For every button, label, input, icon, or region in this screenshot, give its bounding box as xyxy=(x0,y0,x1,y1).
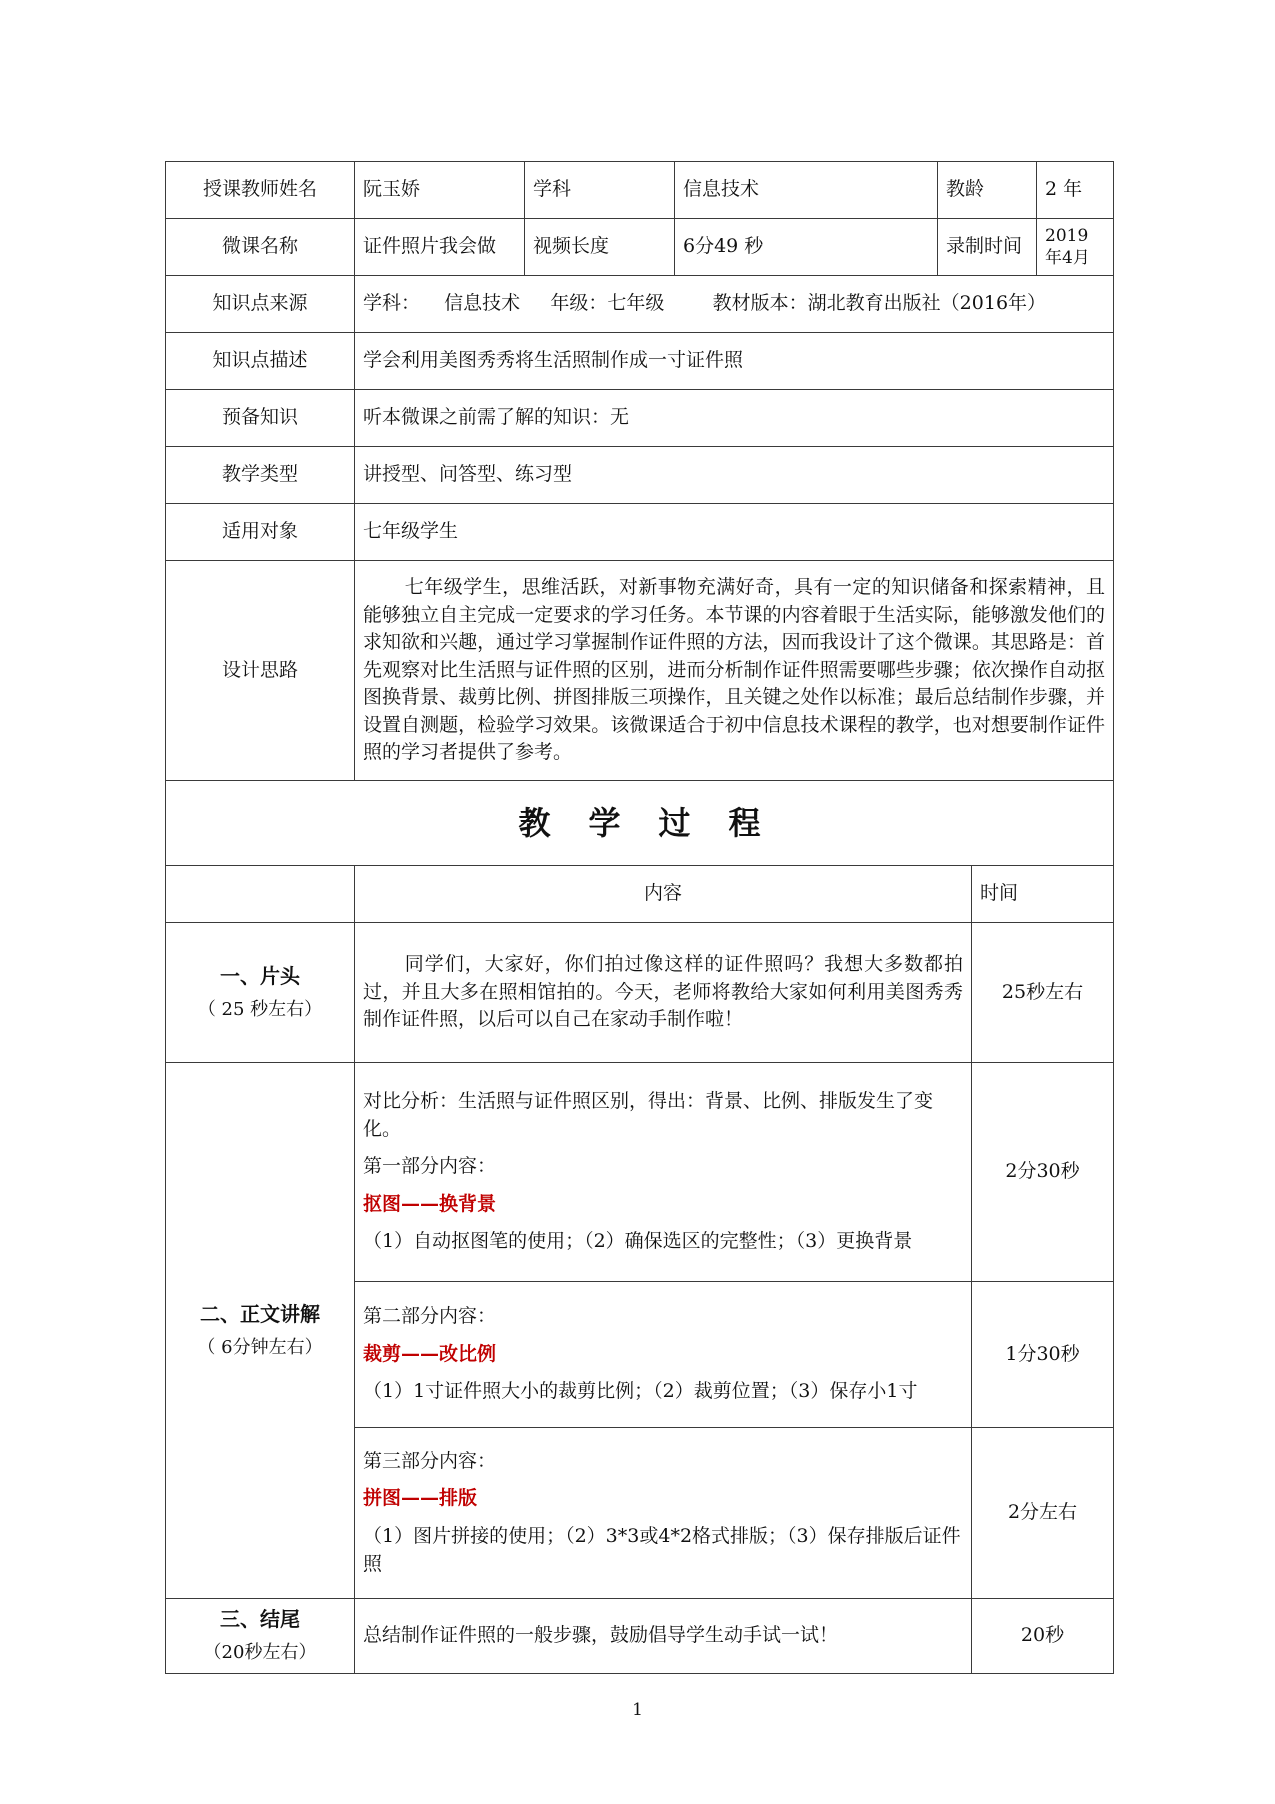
duration-value: 6分49 秒 xyxy=(674,218,938,276)
part-1-time: 2分30秒 xyxy=(971,1062,1114,1282)
target-label: 适用对象 xyxy=(165,503,355,561)
source-value: 学科： 信息技术 年级：七年级 教材版本：湖北教育出版社（2016年） xyxy=(354,275,1114,333)
seniority-label: 教龄 xyxy=(937,161,1037,219)
prereq-value: 听本微课之前需了解的知识：无 xyxy=(354,389,1114,447)
part-1-intro: 对比分析：生活照与证件照区别，得出：背景、比例、排版发生了变化。 xyxy=(363,1090,934,1140)
section-1-label xyxy=(165,922,355,1063)
header-blank xyxy=(165,865,355,923)
section-1-paragraph: 同学们，大家好，你们拍过像这样的证件照吗？我想大多数都拍过，并且大多在照相馆拍的。今天，老师将教给大家如何利用美图秀秀制作证件照，以后可以自己在家动手制作啦！ xyxy=(363,953,963,1031)
part-2-content xyxy=(354,1281,972,1428)
design-value xyxy=(354,560,1114,781)
section-2-sub: （ 6分钟左右） xyxy=(197,1336,323,1358)
teacher-value: 阮玉娇 xyxy=(354,161,525,219)
record-month: 年4月 xyxy=(1045,248,1090,268)
section-3-label xyxy=(165,1598,355,1674)
seniority-value: 2 年 xyxy=(1036,161,1114,219)
section-3-title: 三、结尾 xyxy=(220,1607,300,1632)
part-1-heading: 第一部分内容： xyxy=(363,1155,497,1178)
type-label: 教学类型 xyxy=(165,446,355,504)
section-1-content xyxy=(354,922,972,1063)
section-3-content: 总结制作证件照的一般步骤，鼓励倡导学生动手试一试！ xyxy=(354,1598,972,1674)
design-label: 设计思路 xyxy=(165,560,355,781)
part-3-heading: 第三部分内容： xyxy=(363,1449,497,1472)
section-3-time: 20秒 xyxy=(971,1598,1114,1674)
section-3-sub: （20秒左右） xyxy=(203,1642,317,1664)
type-value: 讲授型、问答型、练习型 xyxy=(354,446,1114,504)
desc-label: 知识点描述 xyxy=(165,332,355,390)
section-2-title: 二、正文讲解 xyxy=(200,1301,320,1326)
part-3-title: 拼图——排版 xyxy=(363,1487,478,1510)
prereq-label: 预备知识 xyxy=(165,389,355,447)
target-value: 七年级学生 xyxy=(354,503,1114,561)
teacher-label: 授课教师姓名 xyxy=(165,161,355,219)
header-content: 内容 xyxy=(354,865,972,923)
part-2-heading: 第二部分内容： xyxy=(363,1305,497,1328)
record-year: 2019 xyxy=(1045,225,1089,246)
part-3-content xyxy=(354,1427,972,1599)
part-2-title: 裁剪——改比例 xyxy=(363,1342,497,1365)
page-number: 1 xyxy=(632,1700,643,1720)
desc-value: 学会利用美图秀秀将生活照制作成一寸证件照 xyxy=(354,332,1114,390)
part-2-items: （1）1寸证件照大小的裁剪比例；（2）裁剪位置；（3）保存小1寸 xyxy=(363,1380,918,1403)
design-paragraph: 七年级学生，思维活跃，对新事物充满好奇，具有一定的知识储备和探索精神，且能够独立自主完成一定要求的学习任务。本节课的内容着眼于生活实际，能够激发他们的求知欲和兴趣，通过学习掌握制作证件照的方法，因而我设计了这个微课。其思路是：首先观察对比生活照与证件照的区别，进而分析制作证件照需要哪些步骤；依次操作自动抠图换背景、裁剪比例、拼图排版三项操作，且关键之处作以标准；最后总结制作步骤，并设置自测题，检验学习效果。该微课适合于初中信息技术课程的教学，也对想要制作证件照的学习者提供了参考。 xyxy=(363,576,1105,764)
section-1-title: 一、片头 xyxy=(220,963,300,988)
record-label: 录制时间 xyxy=(937,218,1037,276)
part-1-title: 抠图——换背景 xyxy=(363,1192,497,1215)
duration-label: 视频长度 xyxy=(524,218,675,276)
part-3-items: （1）图片拼接的使用；（2）3*3或4*2格式排版；（3）保存排版后证件照 xyxy=(363,1525,961,1575)
part-1-content xyxy=(354,1062,972,1282)
section-2-label xyxy=(165,1062,355,1599)
course-value: 证件照片我会做 xyxy=(354,218,525,276)
record-value xyxy=(1036,218,1114,276)
part-2-time: 1分30秒 xyxy=(971,1281,1114,1428)
header-time: 时间 xyxy=(971,865,1114,923)
process-heading: 教学过程 xyxy=(165,780,1114,866)
part-3-time: 2分左右 xyxy=(971,1427,1114,1599)
section-1-sub: （ 25 秒左右） xyxy=(197,998,323,1020)
subject-label: 学科 xyxy=(524,161,675,219)
source-label: 知识点来源 xyxy=(165,275,355,333)
section-1-time: 25秒左右 xyxy=(971,922,1114,1063)
subject-value: 信息技术 xyxy=(674,161,938,219)
part-1-items: （1）自动抠图笔的使用；（2）确保选区的完整性；（3）更换背景 xyxy=(363,1230,913,1253)
course-label: 微课名称 xyxy=(165,218,355,276)
